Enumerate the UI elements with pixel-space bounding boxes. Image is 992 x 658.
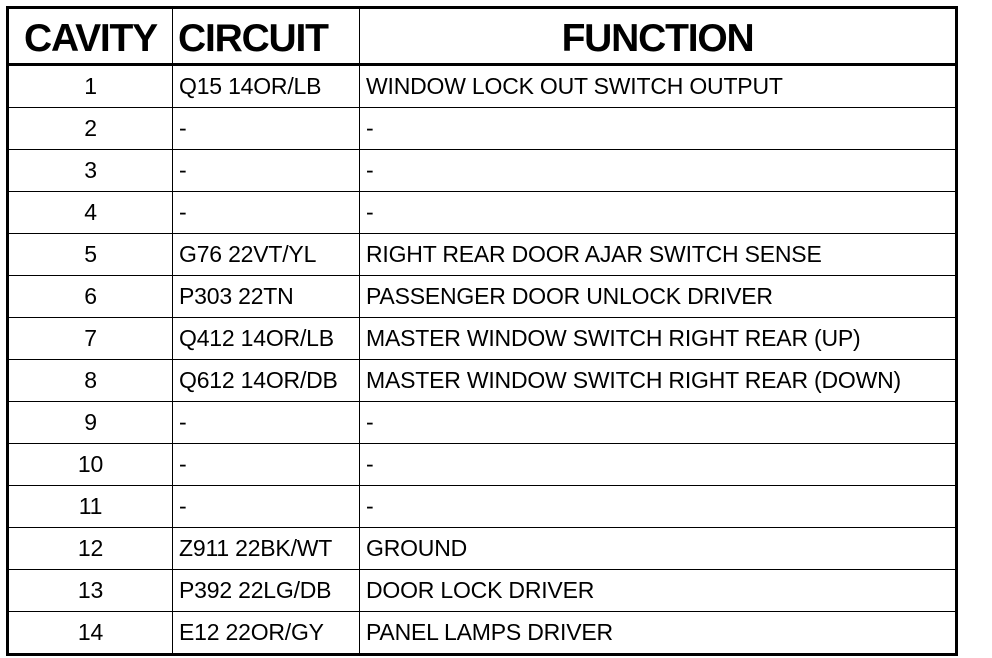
table-row xyxy=(8,402,957,444)
function-cell: DOOR LOCK DRIVER xyxy=(360,570,957,612)
circuit-cell: G76 22VT/YL xyxy=(173,234,360,276)
cavity-cell: 1 xyxy=(8,65,173,108)
table-row xyxy=(8,150,957,192)
table-body xyxy=(8,65,957,655)
table-row xyxy=(8,570,957,612)
table-row xyxy=(8,65,957,108)
cavity-cell: 8 xyxy=(8,360,173,402)
cavity-cell: 6 xyxy=(8,276,173,318)
connector-pinout-table xyxy=(6,6,958,656)
table-row xyxy=(8,528,957,570)
function-cell: WINDOW LOCK OUT SWITCH OUTPUT xyxy=(360,65,957,108)
cavity-cell: 14 xyxy=(8,612,173,655)
cavity-cell: 3 xyxy=(8,150,173,192)
cavity-cell: 2 xyxy=(8,108,173,150)
function-cell: PANEL LAMPS DRIVER xyxy=(360,612,957,655)
table-row xyxy=(8,486,957,528)
circuit-cell: P303 22TN xyxy=(173,276,360,318)
cavity-cell: 9 xyxy=(8,402,173,444)
table-row xyxy=(8,612,957,655)
function-cell: MASTER WINDOW SWITCH RIGHT REAR (UP) xyxy=(360,318,957,360)
function-cell: GROUND xyxy=(360,528,957,570)
function-cell: - xyxy=(360,150,957,192)
function-cell: - xyxy=(360,444,957,486)
cavity-cell: 7 xyxy=(8,318,173,360)
table-row xyxy=(8,192,957,234)
circuit-cell: Q612 14OR/DB xyxy=(173,360,360,402)
circuit-cell: - xyxy=(173,402,360,444)
table-row xyxy=(8,234,957,276)
circuit-column-header: CIRCUIT xyxy=(173,8,360,65)
circuit-cell: - xyxy=(173,192,360,234)
circuit-cell: P392 22LG/DB xyxy=(173,570,360,612)
circuit-cell: - xyxy=(173,486,360,528)
function-cell: MASTER WINDOW SWITCH RIGHT REAR (DOWN) xyxy=(360,360,957,402)
cavity-cell: 10 xyxy=(8,444,173,486)
function-cell: - xyxy=(360,486,957,528)
table-row xyxy=(8,276,957,318)
circuit-cell: - xyxy=(173,150,360,192)
cavity-cell: 5 xyxy=(8,234,173,276)
table-row xyxy=(8,318,957,360)
circuit-cell: Q412 14OR/LB xyxy=(173,318,360,360)
cavity-cell: 4 xyxy=(8,192,173,234)
header-row xyxy=(8,8,957,65)
circuit-cell: - xyxy=(173,444,360,486)
cavity-cell: 13 xyxy=(8,570,173,612)
cavity-cell: 12 xyxy=(8,528,173,570)
table-row xyxy=(8,360,957,402)
circuit-cell: - xyxy=(173,108,360,150)
function-cell: PASSENGER DOOR UNLOCK DRIVER xyxy=(360,276,957,318)
cavity-cell: 11 xyxy=(8,486,173,528)
cavity-column-header: CAVITY xyxy=(8,8,173,65)
table-row xyxy=(8,444,957,486)
table-row xyxy=(8,108,957,150)
function-cell: - xyxy=(360,192,957,234)
function-cell: - xyxy=(360,402,957,444)
table-header xyxy=(8,8,957,65)
function-cell: - xyxy=(360,108,957,150)
function-column-header: FUNCTION xyxy=(360,8,957,65)
function-cell: RIGHT REAR DOOR AJAR SWITCH SENSE xyxy=(360,234,957,276)
circuit-cell: Z911 22BK/WT xyxy=(173,528,360,570)
circuit-cell: E12 22OR/GY xyxy=(173,612,360,655)
circuit-cell: Q15 14OR/LB xyxy=(173,65,360,108)
